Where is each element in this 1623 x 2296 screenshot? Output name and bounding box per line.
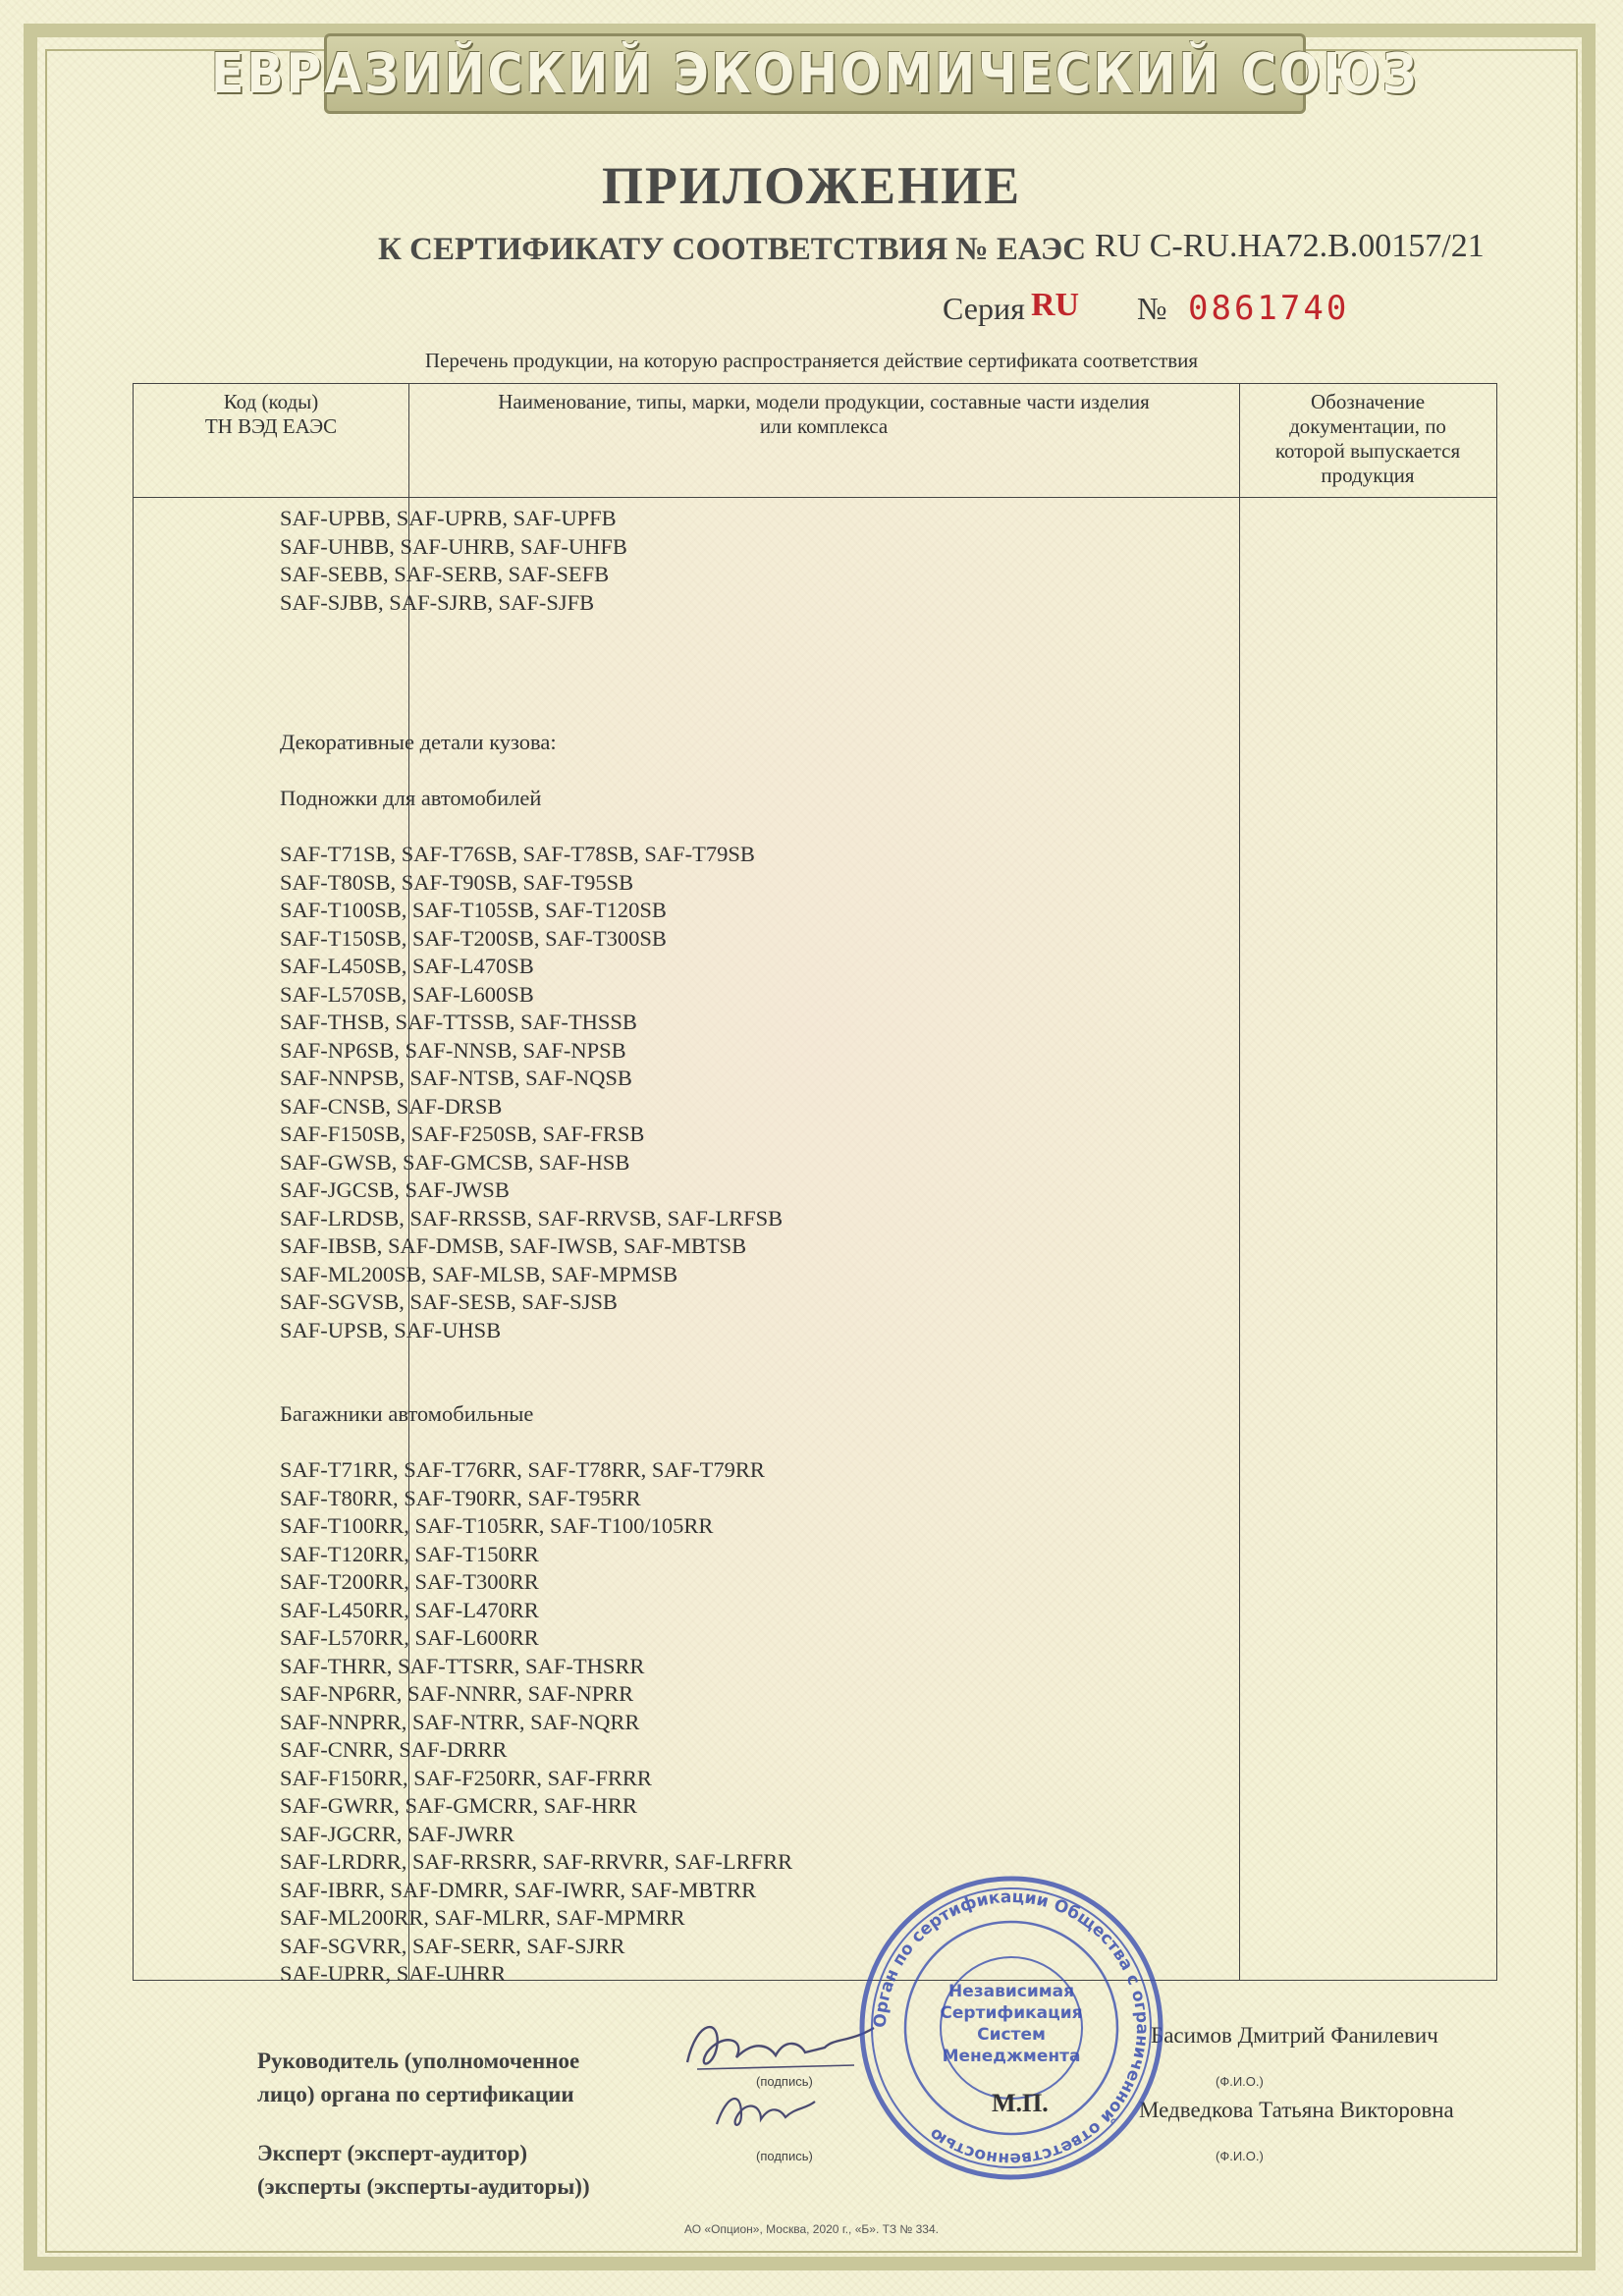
list-spacer	[280, 701, 1222, 730]
list-item: SAF-JGCRR, SAF-JWRR	[280, 1821, 514, 1846]
list-item: SAF-SGVRR, SAF-SERR, SAF-SJRR	[280, 1933, 625, 1958]
stamp-center-text: Менеджмента	[942, 2047, 1081, 2066]
list-spacer	[280, 617, 1222, 645]
expert-label-line: (эксперты (эксперты-аудиторы))	[257, 2174, 590, 2199]
list-item: SAF-T71RR, SAF-T76RR, SAF-T78RR, SAF-T79RR	[280, 1457, 765, 1482]
table-caption: Перечень продукции, на которую распространяется действие сертификата соответствия	[424, 349, 1199, 372]
list-item: SAF-UPBB, SAF-UPRB, SAF-UPFB	[280, 506, 617, 530]
sign-hint-head: (подпись)	[756, 2074, 813, 2089]
list-item: SAF-IBSB, SAF-DMSB, SAF-IWSB, SAF-MBTSB	[280, 1233, 747, 1258]
certificate-number: RU C-RU.HA72.B.00157/21	[1095, 228, 1485, 264]
col-header-name-line: Наименование, типы, марки, модели продукции, составные части изделия	[498, 390, 1150, 413]
head-label	[257, 2045, 579, 2111]
list-item: SAF-T120RR, SAF-T150RR	[280, 1541, 539, 1566]
list-item: SAF-IBRR, SAF-DMRR, SAF-IWRR, SAF-MBTRR	[280, 1877, 757, 1902]
name-hint-expert: (Ф.И.О.)	[1216, 2149, 1264, 2163]
stamp-ring-text: Орган по сертификации Общества с ограниченной ответственностью	[870, 1886, 1153, 2169]
list-item: SAF-SJBB, SAF-SJRB, SAF-SJFB	[280, 589, 595, 615]
list-spacer	[280, 1344, 1222, 1373]
series-label: Серия	[943, 291, 1025, 326]
name-hint-head: (Ф.И.О.)	[1216, 2074, 1264, 2089]
list-item: SAF-GWSB, SAF-GMCSB, SAF-HSB	[280, 1149, 630, 1175]
sign-hint-expert: (подпись)	[756, 2149, 813, 2163]
expert-label	[257, 2137, 590, 2204]
col-header-code	[134, 390, 408, 439]
head-label-line: лицо) органа по сертификации	[257, 2082, 574, 2106]
list-item: SAF-CNRR, SAF-DRRR	[280, 1737, 508, 1762]
list-spacer	[280, 673, 1222, 701]
list-item: SAF-L450SB, SAF-L470SB	[280, 954, 534, 978]
list-item: SAF-NP6SB, SAF-NNSB, SAF-NPSB	[280, 1037, 626, 1063]
series-value: RU	[1031, 287, 1080, 323]
list-item: Багажники автомобильные	[280, 1401, 534, 1426]
list-item: SAF-NNPRR, SAF-NTRR, SAF-NQRR	[280, 1709, 640, 1734]
list-item: SAF-UPSB, SAF-UHSB	[280, 1317, 502, 1342]
list-item: SAF-T150SB, SAF-T200SB, SAF-T300SB	[280, 925, 667, 951]
list-item: SAF-ML200RR, SAF-MLRR, SAF-MPMRR	[280, 1905, 685, 1930]
col-header-docs-line: продукция	[1321, 464, 1415, 487]
list-item: SAF-JGCSB, SAF-JWSB	[280, 1177, 510, 1202]
list-item: SAF-NNPSB, SAF-NTSB, SAF-NQSB	[280, 1066, 632, 1090]
expert-name: Медведкова Татьяна Викторовна	[1139, 2098, 1454, 2122]
product-list	[280, 505, 1222, 1989]
list-item: SAF-T71SB, SAF-T76SB, SAF-T78SB, SAF-T79SB	[280, 842, 755, 866]
print-footer: АО «Опцион», Москва, 2020 г., «Б». ТЗ № 334.	[684, 2222, 939, 2236]
certificate-subtitle: К СЕРТИФИКАТУ СООТВЕТСТВИЯ № ЕАЭС	[378, 232, 1087, 267]
col-header-name	[408, 390, 1239, 439]
blank-number: 0861740	[1188, 289, 1350, 328]
official-stamp	[854, 1871, 1168, 2185]
expert-label-line: Эксперт (эксперт-аудитор)	[257, 2141, 528, 2165]
list-item: SAF-F150RR, SAF-F250RR, SAF-FRRR	[280, 1765, 652, 1790]
expert-signature	[707, 2080, 825, 2139]
stamp-center-text: Независимая	[947, 1982, 1075, 2001]
head-name: Басимов Дмитрий Фанилевич	[1151, 2023, 1438, 2048]
mp-mark: М.П.	[992, 2089, 1049, 2117]
list-item: SAF-T100SB, SAF-T105SB, SAF-T120SB	[280, 898, 667, 922]
list-item: SAF-GWRR, SAF-GMCRR, SAF-HRR	[280, 1793, 637, 1818]
head-label-line: Руководитель (уполномоченное	[257, 2049, 580, 2073]
stamp-center-text: Систем	[977, 2025, 1046, 2045]
list-item: SAF-L450RR, SAF-L470RR	[280, 1597, 539, 1622]
list-item: Декоративные детали кузова:	[280, 730, 557, 754]
list-item: SAF-THSB, SAF-TTSSB, SAF-THSSB	[280, 1010, 637, 1034]
union-banner	[210, 33, 1420, 114]
col-header-docs-line: которой выпускается	[1274, 439, 1461, 463]
list-item: SAF-L570RR, SAF-L600RR	[280, 1625, 539, 1650]
list-item: SAF-UPRR, SAF-UHRR	[280, 1961, 507, 1986]
table-header-divider	[134, 497, 1496, 498]
list-item: SAF-THRR, SAF-TTSRR, SAF-THSRR	[280, 1653, 645, 1678]
head-signature	[677, 2008, 884, 2087]
list-item: SAF-SEBB, SAF-SERB, SAF-SEFB	[280, 562, 610, 586]
col-header-code-line: Код (коды)	[223, 390, 319, 413]
list-item: SAF-NP6RR, SAF-NNRR, SAF-NPRR	[280, 1681, 634, 1706]
list-item: SAF-UHBB, SAF-UHRB, SAF-UHFB	[280, 533, 627, 559]
list-item: SAF-ML200SB, SAF-MLSB, SAF-MPMSB	[280, 1261, 678, 1286]
number-label: №	[1137, 291, 1167, 326]
col-header-code-line: ТН ВЭД ЕАЭС	[204, 414, 338, 438]
list-item: SAF-T80SB, SAF-T90SB, SAF-T95SB	[280, 869, 634, 895]
col-header-docs-line: документации, по	[1289, 414, 1446, 438]
col-header-docs	[1239, 390, 1496, 488]
list-spacer	[280, 645, 1222, 674]
stamp-center-text: Сертификация	[940, 2003, 1083, 2023]
list-item: SAF-L570SB, SAF-L600SB	[280, 981, 534, 1007]
col-header-docs-line: Обозначение	[1310, 390, 1426, 413]
page-title: ПРИЛОЖЕНИЕ	[601, 156, 1022, 215]
list-spacer	[280, 1373, 1222, 1401]
list-item: SAF-T80RR, SAF-T90RR, SAF-T95RR	[280, 1485, 641, 1510]
list-item: SAF-LRDSB, SAF-RRSSB, SAF-RRVSB, SAF-LRFSB	[280, 1205, 784, 1230]
union-banner-text: ЕВРАЗИЙСКИЙ ЭКОНОМИЧЕСКИЙ СОЮЗ	[210, 41, 1420, 106]
list-item: SAF-CNSB, SAF-DRSB	[280, 1093, 503, 1119]
list-item: SAF-LRDRR, SAF-RRSRR, SAF-RRVRR, SAF-LRFRR	[280, 1849, 793, 1874]
list-item: Подножки для автомобилей	[280, 786, 542, 810]
table-column-divider	[1239, 384, 1240, 1980]
list-spacer	[280, 1429, 1222, 1457]
list-item: SAF-T200RR, SAF-T300RR	[280, 1569, 539, 1594]
list-spacer	[280, 757, 1222, 786]
list-item: SAF-SGVSB, SAF-SESB, SAF-SJSB	[280, 1289, 618, 1314]
col-header-name-line: или комплекса	[759, 414, 889, 438]
list-spacer	[280, 813, 1222, 842]
list-item: SAF-T100RR, SAF-T105RR, SAF-T100/105RR	[280, 1513, 714, 1538]
list-item: SAF-F150SB, SAF-F250SB, SAF-FRSB	[280, 1121, 645, 1146]
